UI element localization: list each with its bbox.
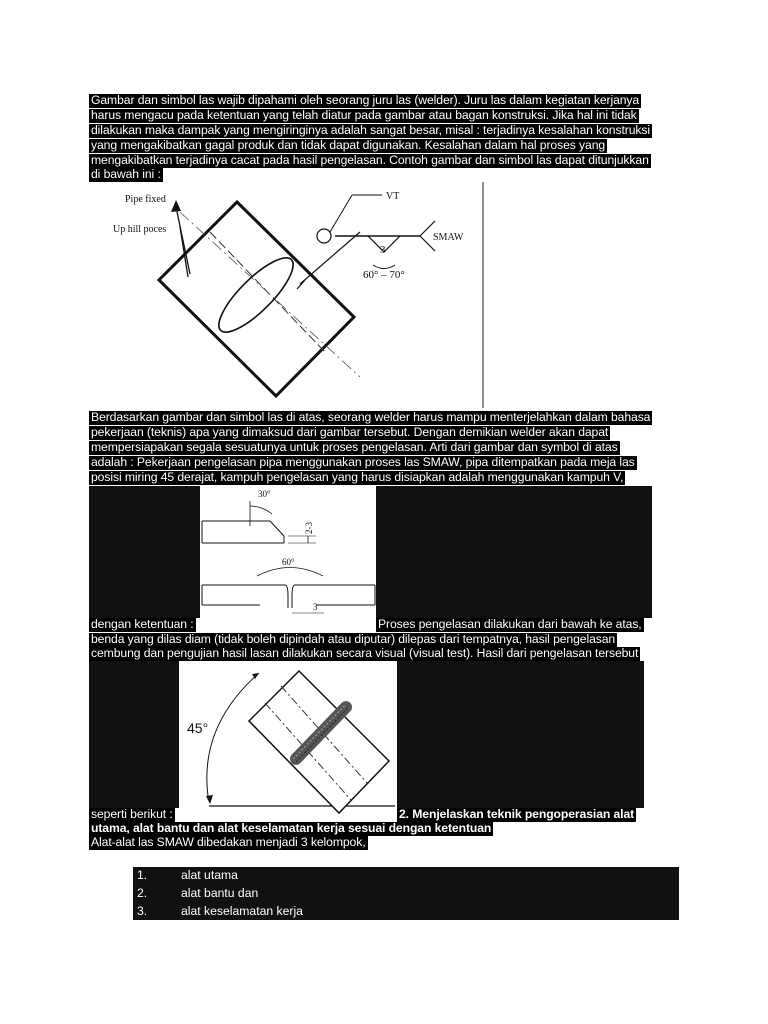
- paragraph1-line3: dilakukan maka dampak yang mengiringinya adalah sangat besar, misal : terjadinya kesalahan konstruksi: [91, 123, 650, 137]
- tool-groups-list: [133, 867, 679, 920]
- paragraph2-line3: mempersiapakan segala sesuatunya untuk proses pengelasan. Arti dari gambar dan symbol di atas: [91, 440, 618, 454]
- angle-45-text: 45°: [187, 720, 209, 736]
- list-item-label: alat utama: [181, 868, 238, 882]
- paragraph2-line2: pekerjaan (teknis) apa yang dimaksud dari gambar tersebut. Dengan demikian welder akan dapat: [91, 425, 609, 439]
- bevel-angle-text: 30°: [258, 489, 271, 499]
- paragraph2-line5: posisi miring 45 derajat, kampuh pengelasan yang harus disiapkan adalah menggunakan kampuh V,: [91, 470, 624, 484]
- list-item-number: 1.: [137, 868, 148, 882]
- paragraph1-line4: yang mengakibatkan gagal produk dan tidak dapat digunakan. Kesalahan dalam hal proses yang: [91, 138, 606, 152]
- paragraph3-tail: Proses pengelasan dilakukan dari bawah ke atas,: [378, 617, 642, 631]
- list-item-number: 2.: [137, 886, 148, 900]
- paragraph1-line2: harus mengacu pada ketentuan yang telah diatur pada gambar atau bagan konstruksi. Jika hal ini tidak: [91, 108, 637, 122]
- pipe-weld-symbol-figure: [90, 182, 485, 408]
- list-item: [133, 867, 679, 884]
- paragraph1-line6: di bawah ini :: [91, 167, 161, 181]
- vt-label: VT: [386, 191, 400, 202]
- paragraph2-line1: Berdasarkan gambar dan simbol las di atas, seorang welder harus mampu menterjelahkan dalam bahasa: [91, 410, 651, 424]
- v-groove-figure: [200, 486, 376, 618]
- gap-text: 3: [313, 602, 318, 612]
- list-item: [133, 885, 679, 902]
- paragraph3-line2: benda yang dilas diam (tidak boleh dipindah atau diputar) dilepas dari tempatnya, hasil pengelasan: [91, 632, 616, 646]
- section-heading-line1: 2. Menjelaskan teknik pengoperasian alat: [399, 807, 635, 821]
- section-heading-line2: utama, alat bantu dan alat keselamatan kerja sesuai dengan ketentuan: [91, 821, 492, 835]
- paragraph1-line1: Gambar dan simbol las wajib dipahami oleh seorang juru las (welder). Juru las dalam kegiatan kerjanya: [91, 93, 640, 107]
- paragraph1-line5: mengakibatkan terjadinya cacat pada hasil pengelasan. Contoh gambar dan simbol las dapat ditunjukkan: [91, 153, 649, 167]
- smaw-label: SMAW: [433, 232, 464, 243]
- paragraph4-lead: seperti berikut :: [91, 807, 173, 821]
- root-gap-label: 3: [380, 244, 386, 256]
- list-item-label: alat bantu dan: [181, 886, 259, 900]
- root-face-text: 2-3: [304, 522, 314, 534]
- section-intro: Alat-alat las SMAW dibedakan menjadi 3 kelompok,: [91, 835, 366, 849]
- uphill-process-label: Up hill poces: [113, 224, 167, 235]
- bevel-angle-label: 60° – 70°: [363, 269, 405, 281]
- list-item: [133, 903, 679, 920]
- groove-angle-text: 60°: [282, 557, 295, 567]
- paragraph2-line4: adalah : Pekerjaan pengelasan pipa menggunakan proses las SMAW, pipa ditempatkan pada meja las: [91, 455, 635, 469]
- pipe-fixed-label: Pipe fixed: [125, 194, 166, 205]
- paragraph3-lead: dengan ketentuan :: [91, 617, 194, 631]
- list-item-label: alat keselamatan kerja: [181, 904, 303, 918]
- paragraph3-line3: cembung dan pengujian hasil lasan dilakukan secara visual (visual test). Hasil dari pengelasan tersebut: [91, 646, 639, 660]
- list-item-number: 3.: [137, 904, 148, 918]
- pipe-45-degree-figure: [179, 661, 397, 819]
